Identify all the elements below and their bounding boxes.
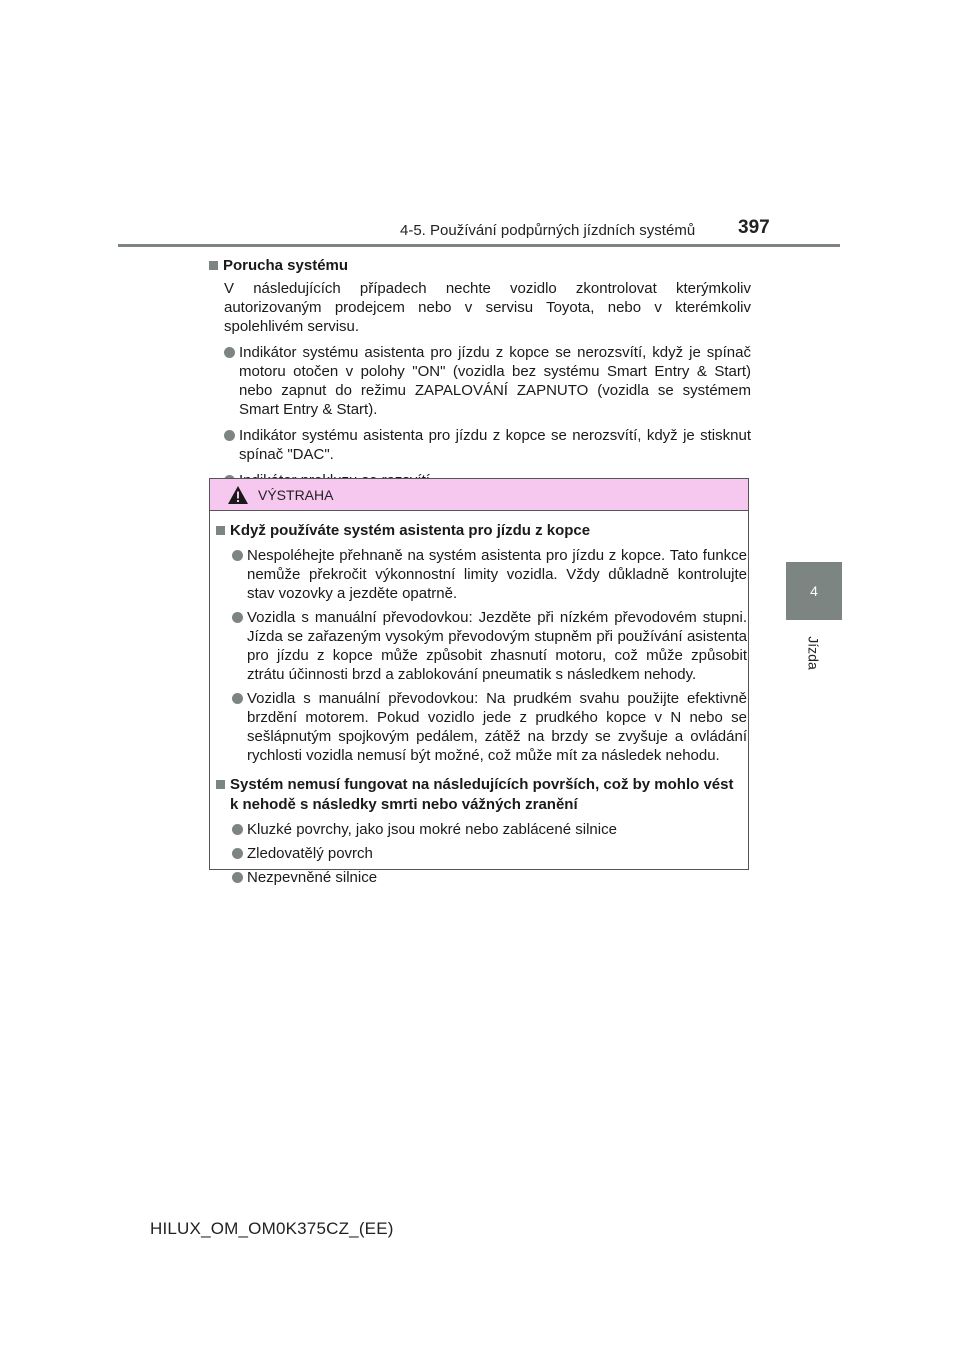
section-heading-text: Porucha systému xyxy=(223,257,349,274)
page-number: 397 xyxy=(738,217,770,238)
list-item-text: Nespoléhejte přehnaně na systém asistenta pro jízdu z kopce. Tato funkce nemůže překročit výkonnostní limity vozidla. Vždy důkladně kontrolujte stav vozovky a jezděte opatrně. xyxy=(247,547,747,602)
square-bullet-icon xyxy=(216,780,225,789)
list-item-text: Zledovatělý povrch xyxy=(247,845,373,862)
list-item xyxy=(232,546,747,603)
round-bullet-icon xyxy=(232,550,243,561)
list-item xyxy=(232,689,747,765)
main-content xyxy=(209,256,754,490)
round-bullet-icon xyxy=(224,347,235,358)
list-item-text: Kluzké povrchy, jako jsou mokré nebo zablácené silnice xyxy=(247,821,617,838)
warning-header xyxy=(210,479,748,511)
list-item xyxy=(232,844,747,863)
round-bullet-icon xyxy=(232,848,243,859)
round-bullet-icon xyxy=(232,824,243,835)
warning-section-heading-text: Systém nemusí fungovat na následujících površích, což by mohlo vést k nehodě s následky smrti nebo vážných zranění xyxy=(230,776,734,813)
header-title: 4-5. Používání podpůrných jízdních systémů xyxy=(400,222,696,239)
warning-body xyxy=(210,511,748,887)
square-bullet-icon xyxy=(209,261,218,270)
square-bullet-icon xyxy=(216,526,225,535)
list-item-text: Indikátor systému asistenta pro jízdu z kopce se nerozsvítí, když je spínač motoru otočen v polohy "ON" (vozidla bez systému Smart Entry & Start) nebo zapnut do režimu ZAPALOVÁNÍ ZAPNUTO (vozidla se systémem Smart Entry & Start). xyxy=(239,344,751,418)
chapter-label: Jízda xyxy=(806,636,822,670)
warning-box xyxy=(209,478,749,886)
round-bullet-icon xyxy=(224,430,235,441)
warning-section-heading-text: Když používáte systém asistenta pro jízdu z kopce xyxy=(230,522,591,539)
section-heading xyxy=(209,256,754,276)
warning-section-heading xyxy=(216,521,741,541)
list-item-text: Vozidla s manuální převodovkou: Na prudkém svahu použijte efektivně brzdění motorem. Pokud vozidlo jede z prudkého kopce v N nebo se sešlápnutým spojkovým pedálem, zátěž na brzdy se zvyšuje a ovládání rychlosti vozidla nemusí být možné, což může mít za následek nehodu. xyxy=(247,690,747,764)
list-item xyxy=(224,426,751,464)
round-bullet-icon xyxy=(232,612,243,623)
warning-title: VÝSTRAHA xyxy=(258,486,334,503)
warning-section-heading xyxy=(216,775,741,815)
round-bullet-icon xyxy=(232,693,243,704)
round-bullet-icon xyxy=(232,872,243,883)
header-rule xyxy=(118,244,840,247)
chapter-number: 4 xyxy=(810,583,818,599)
section-intro: V následujících případech nechte vozidlo zkontrolovat kterýmkoliv autorizovaným prodejcem nebo v servisu Toyota, nebo v kterémkoliv spolehlivém servisu. xyxy=(224,280,751,335)
chapter-tab xyxy=(786,562,842,620)
list-item xyxy=(224,343,751,419)
list-item xyxy=(232,868,747,887)
list-item-text: Indikátor systému asistenta pro jízdu z kopce se nerozsvítí, když je stisknut spínač "DAC". xyxy=(239,427,751,463)
document-code: HILUX_OM_OM0K375CZ_(EE) xyxy=(150,1219,394,1238)
warning-triangle-icon xyxy=(227,485,249,505)
list-item xyxy=(232,820,747,839)
list-item xyxy=(232,608,747,684)
chapter-label-container xyxy=(786,628,842,678)
list-item-text: Nezpevněné silnice xyxy=(247,869,378,886)
list-item-text: Vozidla s manuální převodovkou: Jezděte při nízkém převodovém stupni. Jízda se zařazeným vysokým převodovým stupněm při používání asistenta pro jízdu z kopce může způsobit zhasnutí motoru, což může způsobit ztrátu účinnosti brzd a zablokování pneumatik s následkem nehody. xyxy=(247,609,747,683)
